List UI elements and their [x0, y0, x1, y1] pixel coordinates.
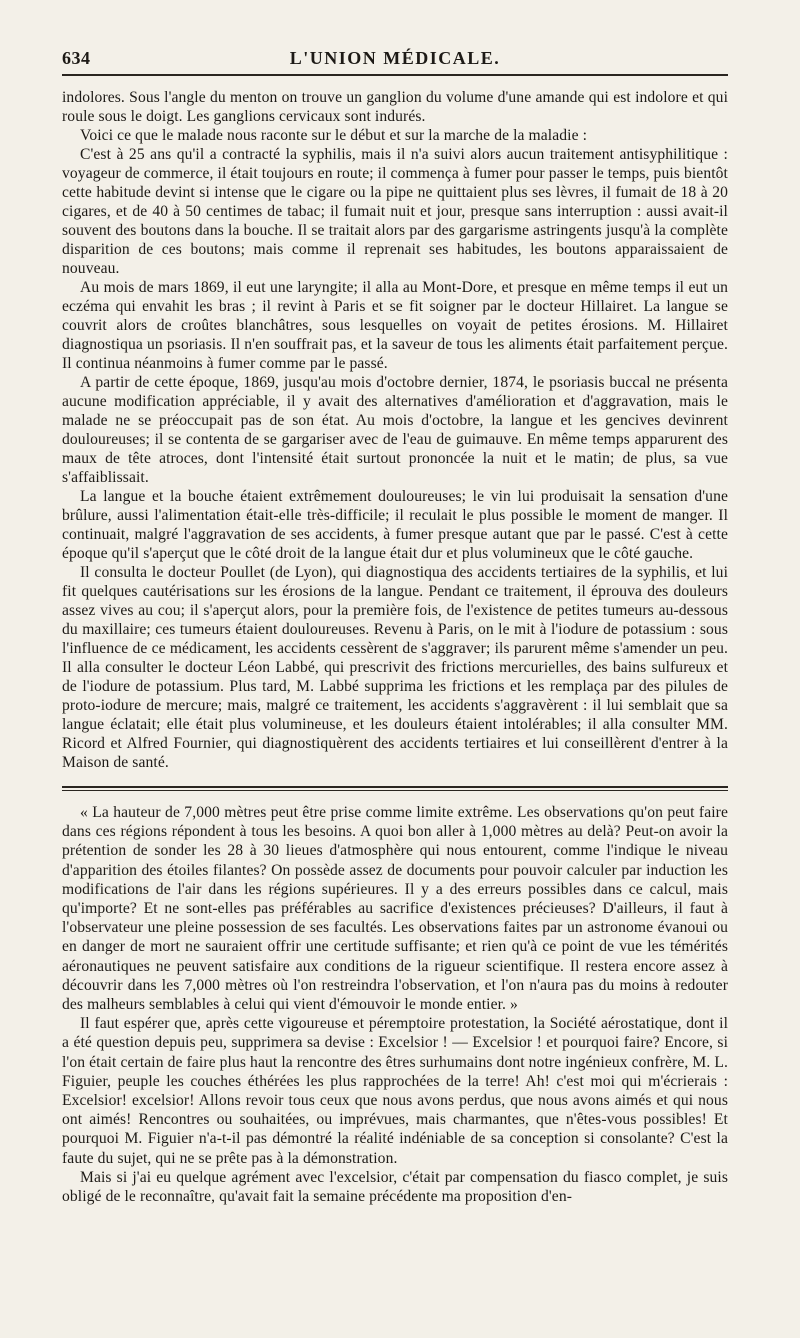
article-paragraph: Voici ce que le malade nous raconte sur le début et sur la marche de la maladie : [80, 127, 588, 144]
feuilleton-body [62, 803, 728, 1206]
header-rule [62, 74, 728, 76]
page-header [62, 44, 728, 78]
page-number: 634 [62, 48, 91, 68]
article-paragraph: Au mois de mars 1869, il eut une laryngite; il alla au Mont-Dore, et presque en même temps il eut un eczéma qui envahit les bras ; il revint à Paris et se fit soigner par le docteur Hillairet. La langue se couvrit alors de croûtes blanchâtres, sous lesquelles on voyait de petites érosions. M. Hillairet diagnostiqua un psoriasis. Il n'en souffrait pas, et la saveur de tous les aliments était parfaitement perçue. Il continua néanmoins à fumer comme par le passé. [62, 279, 728, 372]
article-paragraph: La langue et la bouche étaient extrêmement douloureuses; le vin lui produisait la sensation d'une brûlure, aussi l'alimentation était-elle très-difficile; il reculait le plus possible le moment de manger. Il continuait, malgré l'aggravation de ses accidents, à fumer presque autant que par le passé. C'est à cette époque qu'il s'aperçut que le côté droit de la langue était dur et plus volumineux que le côté gauche. [62, 488, 728, 562]
feuilleton-paragraph: Mais si j'ai eu quelque agrément avec l'excelsior, c'était par compensation du fiasco complet, je suis obligé de le reconnaître, qu'avait fait la semaine précédente ma proposition d'en- [62, 1168, 728, 1206]
feuilleton-paragraph: Il faut espérer que, après cette vigoureuse et péremptoire protestation, la Société aérostatique, dont il a été question depuis peu, supprimera sa devise : Excelsior ! — Excelsior ! et pourquoi faire? Encore, si l'on était certain de faire plus haut la rencontre des êtres surhumains dont notre ingénieux confrère, M. L. Figuier, peuple les couches éthérées les plus rapprochées de la terre! Ah! c'est moi qui m'écrierais : Excelsior! excelsior! Allons revoir tous ceux que nous avons perdus, que nous avons aimés et qui nous ont aimés! Rencontres ou souhaitées, ou imprévues, mais charmantes, que n'êtes-vous possibles! Et pourquoi M. Figuier n'a-t-il pas démontré la réalité indéniable de sa conception si consolante? C'est la faute du sujet, qui ne se prête pas à la démonstration. [62, 1015, 728, 1167]
article-body [62, 88, 728, 772]
article-paragraph: Il consulta le docteur Poullet (de Lyon), qui diagnostiqua des accidents tertiaires de la syphilis, et lui fit quelques cautérisations sur les érosions de la langue. Pendant ce traitement, il éprouva des douleurs assez vives au cou; il s'aperçut alors, pour la première fois, de l'existence de petites tumeurs au-dessous du maxillaire; ces tumeurs étaient douloureuses. Revenu à Paris, on le mit à l'iodure de potassium : sous l'influence de ce médicament, les accidents cessèrent de s'aggraver; ils parurent même s'amender un peu. Il alla consulter le docteur Léon Labbé, qui prescrivit des frictions mercurielles, des bains sulfureux et de l'iodure de potassium. Plus tard, M. Labbé supprima les frictions et les remplaça par des pilules de proto-iodure de mercure; mais, malgré ce traitement, les accidents s'aggravèrent : il lui semblait que sa langue éclatait; elle était plus volumineuse, et les douleurs étaient intolérables; il alla consulter MM. Ricord et Alfred Fournier, qui diagnostiquèrent des accidents tertiaires et lui conseillèrent d'entrer à la Maison de santé. [62, 564, 728, 771]
running-title: L'UNION MÉDICALE. [289, 48, 501, 68]
article-paragraph: A partir de cette époque, 1869, jusqu'au mois d'octobre dernier, 1874, le psoriasis buccal ne présenta aucune modification appréciable, il y avait des alternatives d'amélioration et d'aggravation, mais le malade ne se préoccupait pas de son état. Au mois d'octobre, la langue et les gencives devinrent douloureuses; il se contenta de se gargariser avec de l'eau de guimauve. En même temps apparurent des maux de tête atroces, dont l'intensité était surtout prononcée la nuit et le matin; de plus, sa vue s'affaiblissait. [62, 374, 728, 486]
article-paragraph: C'est à 25 ans qu'il a contracté la syphilis, mais il n'a suivi alors aucun traitement antisyphilitique : voyageur de commerce, il était toujours en route; il commença à fumer pour passer le temps, puis bientôt cette habitude devint si intense que le cigare ou la pipe ne quittaient plus ses lèvres, il fumait de 18 à 20 cigares, et de 40 à 50 centimes de tabac; il fumait nuit et jour, presque sans interruption : aussi avait-il souvent des boutons dans la bouche. Il se traitait alors par des gargarisme astringents jusqu'à la complète disparition de ces boutons; mais comme il reprenait ses habitudes, les boutons apparaissaient de nouveau. [62, 146, 728, 277]
article-paragraph: indolores. Sous l'angle du menton on trouve un ganglion du volume d'une amande qui est indolore et qui roule sous le doigt. Les ganglions cervicaux sont indurés. [62, 89, 728, 125]
feuilleton-paragraph: « La hauteur de 7,000 mètres peut être prise comme limite extrême. Les observations qu'on peut faire dans ces régions répondent à tous les besoins. A quoi bon aller à 1,000 mètres au delà? Peut-on avoir la prétention de sonder les 28 à 30 lieues d'atmosphère qui nous entourent, comme l'indique le niveau d'apparition des étoiles filantes? On possède assez de documents pour pouvoir calculer par induction les modifications de l'air dans les régions supérieures. Il y a des erreurs possibles dans ce calcul, mais qu'importe? Et ne sont-elles pas préférables au sacrifice d'existences précieuses? D'ailleurs, il faut à l'observateur une pleine possession de ses facultés. Les observations faites par un astronome évanoui ou en danger de mort ne sauraient offrir une certitude suffisante; et rien qu'à ce point de vue les témérités aéronautiques ne peuvent satisfaire aux conditions de la rigueur scientifique. Il restera encore assez à découvrir dans les 7,000 mètres où l'on restreindra l'observation, et l'on n'aura pas du moins à redouter des malheurs semblables à celui qui vient d'émouvoir le monde entier. » [62, 804, 728, 1014]
section-separator-rule [62, 786, 728, 791]
